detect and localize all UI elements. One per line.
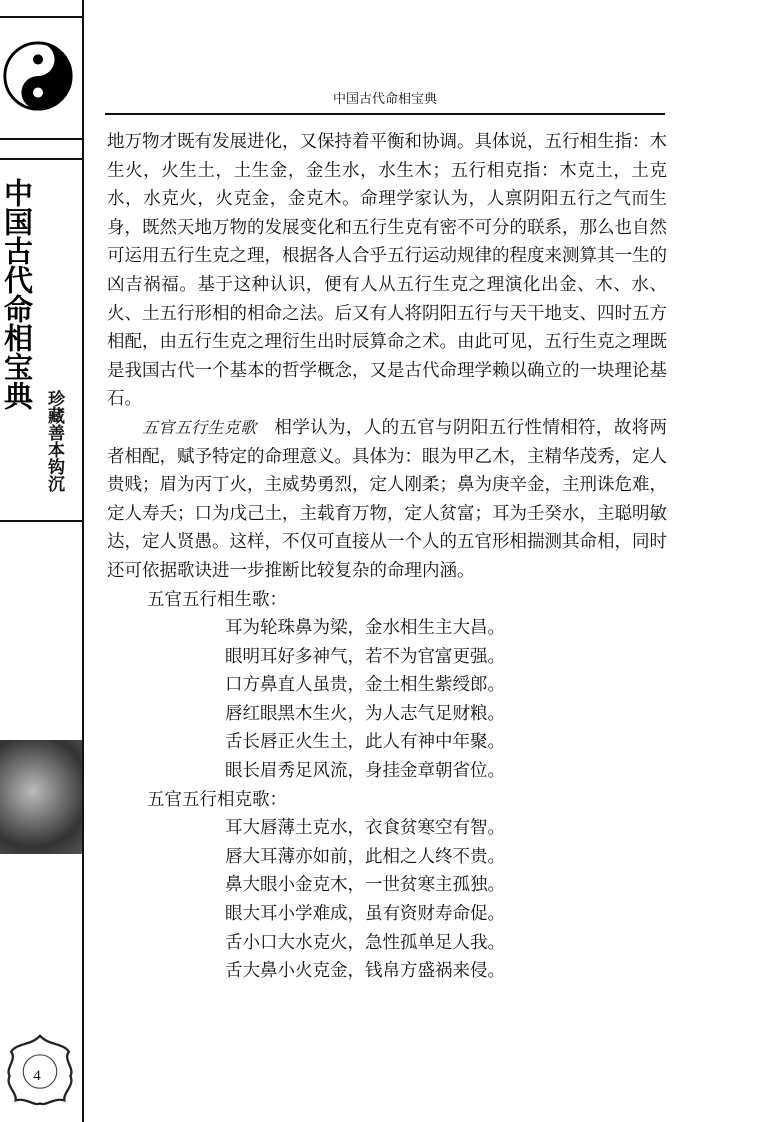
dragon-medallion-image [0, 740, 82, 854]
paragraph-2-text: 相学认为，人的五官与阴阳五行性情相符，故将两者相配，赋予特定的命理意义。具体为：眼为甲乙木，主精华茂秀，定人贵贱；眉为丙丁火，主威势勇烈，定人刚柔；鼻为庚辛金，主刑诛危难，定人寿夭；口为戊己土，主载育万物，定人贫富；耳为壬癸水，主聪明敏达，定人贤愚。这样，不仅可直接从一个人的五官形相揣测其命相，同时还可依据歌诀进一步推断比较复杂的命理内涵。 [107, 417, 667, 581]
page-body [107, 128, 667, 986]
sheng-line: 舌长唇正火生土，此人有神中年聚。 [225, 732, 505, 753]
sheng-line: 耳为轮珠鼻为梁，金水相生主大昌。 [225, 618, 505, 639]
ke-label: 五官五行相克歌： [147, 789, 287, 810]
yin-yang-icon [2, 40, 74, 112]
sheng-label: 五官五行相生歌： [147, 589, 287, 610]
sidebar-rule [0, 138, 82, 140]
ke-line: 鼻大眼小金克木，一世贫寒主孤独。 [225, 875, 505, 896]
sheng-line: 唇红眼黑木生火，为人志气足财粮。 [225, 703, 505, 724]
ke-line: 耳大唇薄土克水，衣食贫寒空有智。 [225, 818, 505, 839]
sidebar-rule [0, 16, 82, 18]
ke-line: 唇大耳薄亦如前，此相之人终不贵。 [225, 846, 505, 867]
ke-line: 眼大耳小学难成，虽有资财寿命促。 [225, 904, 505, 925]
sheng-line: 眼长眉秀足风流，身挂金章朝省位。 [225, 761, 505, 782]
running-header: 中国古代命相宝典 [332, 92, 437, 107]
sidebar-rule [0, 158, 82, 160]
paragraph-1: 地万物才既有发展进化，又保持着平衡和协调。具体说，五行相生指：木生火，火生土，土生金，金生水，水生木；五行相克指：木克土，土克水，水克火，火克金，金克木。命理学家认为，人禀阴阳五行之气而生身，既然天地万物的发展变化和五行生克有密不可分的联系，那么也自然可运用五行生克之理，根据各人合乎五行运动规律的程度来测算其一生的凶吉祸福。基于这种认识，便有人从五行生克之理演化出金、木、水、火、土五行形相的相命之法。后又有人将阴阳五行与天干地支、四时五方相配，由五行生克之理衍生出时辰算命之术。由此可见，五行生克之理既是我国古代一个基本的哲学概念，又是古代命理学赖以确立的一块理论基石。 [107, 132, 667, 410]
book-title-vertical: 中国古代命相宝典 [0, 178, 34, 410]
header-rule [105, 113, 665, 115]
ke-line: 舌小口大水克火，急性孤单足人我。 [225, 932, 505, 953]
sidebar [0, 0, 84, 1122]
ke-line: 舌大鼻小火克金，钱帛方盛祸来侵。 [225, 961, 505, 982]
sidebar-rule [0, 520, 82, 522]
series-name-vertical: 珍藏善本钩沉 [44, 390, 64, 492]
sheng-line: 眼明耳好多神气，若不为官富更强。 [225, 646, 505, 667]
sheng-line: 口方鼻直人虽贵，金土相生紫绶郎。 [225, 675, 505, 696]
paragraph-2 [107, 414, 667, 586]
page-number: 4 [33, 1068, 41, 1084]
section-heading: 五官五行生克歌 [142, 417, 257, 437]
